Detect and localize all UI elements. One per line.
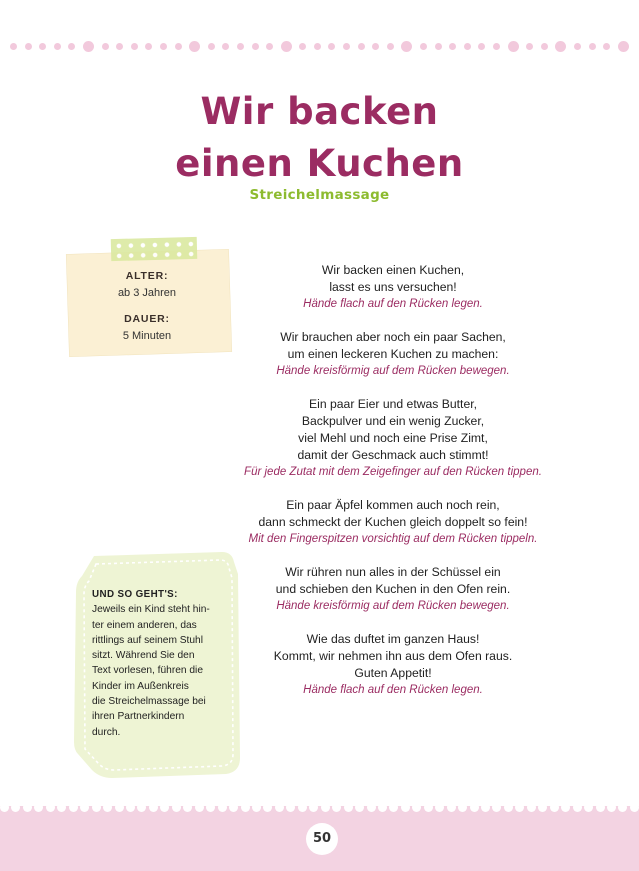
decorative-scallop: [367, 803, 376, 812]
decorative-scallop: [607, 803, 616, 812]
decorative-scallop: [172, 803, 181, 812]
decorative-scallop: [378, 803, 387, 812]
decorative-dot: [358, 43, 365, 50]
decorative-dot: [343, 43, 350, 50]
decorative-dot: [401, 41, 412, 52]
how-to-line: Kinder im Außenkreis: [92, 680, 189, 692]
decorative-scallop: [46, 803, 55, 812]
decorative-dot: [435, 43, 442, 50]
decorative-scallop: [183, 803, 192, 812]
decorative-scallop: [435, 803, 444, 812]
decorative-scallop: [447, 803, 456, 812]
decorative-scallop: [401, 803, 410, 812]
decorative-scallop: [355, 803, 364, 812]
decorative-scallop: [275, 803, 284, 812]
how-to-line: Jeweils ein Kind steht hin-: [92, 604, 210, 616]
decorative-dot: [116, 43, 123, 50]
decorative-scallop: [69, 803, 78, 812]
decorative-scallop: [412, 803, 421, 812]
how-to-line: die Streichelmassage bei: [92, 696, 206, 708]
how-to-line: rittlings auf seinem Stuhl: [92, 634, 203, 646]
massage-instruction: Hände flach auf den Rücken legen.: [303, 684, 483, 696]
poem-line: Wie das duftet im ganzen Haus!: [306, 632, 480, 646]
decorative-dot: [526, 43, 533, 50]
decorative-scallop: [137, 803, 146, 812]
how-to-line: ihren Partnerkindern: [92, 711, 185, 723]
decorative-dot: [131, 43, 138, 50]
decorative-dot: [10, 43, 17, 50]
decorative-dot: [266, 43, 273, 50]
decorative-scallop: [252, 803, 261, 812]
poem-stanza: [228, 564, 558, 615]
decorative-dot: [618, 41, 629, 52]
poem-line: Backpulver und ein wenig Zucker,: [301, 414, 485, 428]
how-to-line: sitzt. Während Sie den: [92, 650, 195, 662]
decorative-scallop: [263, 803, 272, 812]
decorative-dot: [478, 43, 485, 50]
decorative-scallop: [470, 803, 479, 812]
decorative-dot: [574, 43, 581, 50]
poem-line: Ein paar Äpfel kommen auch noch rein,: [286, 498, 500, 512]
decorative-dot: [420, 43, 427, 50]
duration-value: 5 Minuten: [122, 330, 172, 342]
poem-line: dann schmeckt der Kuchen gleich doppelt so fein!: [258, 515, 528, 529]
decorative-scallop: [309, 803, 318, 812]
decorative-scallop: [584, 803, 593, 812]
poem-line: Wir brauchen aber noch ein paar Sachen,: [280, 330, 506, 344]
poem-line: Guten Appetit!: [354, 666, 432, 680]
decorative-scallop: [321, 803, 330, 812]
washi-tape: [111, 237, 198, 261]
decorative-scallop: [126, 803, 135, 812]
decorative-dot: [603, 43, 610, 50]
decorative-dot: [299, 43, 306, 50]
decorative-scallop: [92, 803, 101, 812]
decorative-dot: [222, 43, 229, 50]
decorative-scallop: [527, 803, 536, 812]
decorative-dot: [189, 41, 200, 52]
decorative-scallop: [630, 803, 639, 812]
decorative-scallop: [57, 803, 66, 812]
decorative-dot: [160, 43, 167, 50]
decorative-scallop: [332, 803, 341, 812]
decorative-scallop: [389, 803, 398, 812]
title-line-2: einen Kuchen: [175, 142, 464, 185]
how-to-line: durch.: [92, 726, 121, 738]
decorative-dot: [387, 43, 394, 50]
poem-stanza: [228, 396, 558, 481]
decorative-scallop: [596, 803, 605, 812]
decorative-dot: [449, 43, 456, 50]
poem-line: Wir backen einen Kuchen,: [321, 263, 465, 277]
poem-line: und schieben den Kuchen in den Ofen rein.: [275, 582, 511, 596]
decorative-scallop: [241, 803, 250, 812]
decorative-scallop: [206, 803, 215, 812]
decorative-scallop: [80, 803, 89, 812]
page-number: 50: [306, 823, 338, 855]
decorative-scallop: [23, 803, 32, 812]
duration-info: [68, 313, 226, 342]
decorative-scallop: [492, 803, 501, 812]
decorative-scallop: [550, 803, 559, 812]
page-subtitle: Streichelmassage: [249, 187, 390, 203]
decorative-dot: [508, 41, 519, 52]
decorative-scallop: [424, 803, 433, 812]
decorative-dot: [208, 43, 215, 50]
decorative-dot: [541, 43, 548, 50]
decorative-scallop: [34, 803, 43, 812]
decorative-scallop: [229, 803, 238, 812]
decorative-scallop: [195, 803, 204, 812]
how-to-line: ter einem anderen, das: [92, 619, 197, 631]
decorative-scallop: [298, 803, 307, 812]
age-value: ab 3 Jahren: [117, 287, 177, 299]
decorative-scallop: [0, 803, 9, 812]
poem: [228, 262, 558, 715]
title-line-1: Wir backen: [200, 90, 439, 133]
decorative-dot: [102, 43, 109, 50]
decorative-scallop: [11, 803, 20, 812]
decorative-dot: [555, 41, 566, 52]
decorative-dot: [328, 43, 335, 50]
poem-stanza: [228, 497, 558, 548]
decorative-dot: [68, 43, 75, 50]
decorative-scallop: [218, 803, 227, 812]
decorative-dot-border: [10, 40, 629, 52]
poem-stanza: [228, 329, 558, 380]
decorative-dot: [83, 41, 94, 52]
decorative-scallop: [458, 803, 467, 812]
decorative-dot: [464, 43, 471, 50]
poem-stanza: [228, 262, 558, 313]
decorative-scallop: [618, 803, 627, 812]
decorative-dot: [252, 43, 259, 50]
massage-instruction: Für jede Zutat mit dem Zeigefinger auf den Rücken tippen.: [244, 466, 542, 478]
decorative-dot: [39, 43, 46, 50]
decorative-dot: [281, 41, 292, 52]
poem-line: damit der Geschmack auch stimmt!: [297, 448, 489, 462]
decorative-scallop: [149, 803, 158, 812]
decorative-scallop: [481, 803, 490, 812]
decorative-scallop: [103, 803, 112, 812]
decorative-dot: [175, 43, 182, 50]
poem-stanza: [228, 631, 558, 699]
decorative-dot: [589, 43, 596, 50]
decorative-scallop: [538, 803, 547, 812]
decorative-scallop: [515, 803, 524, 812]
decorative-dot: [372, 43, 379, 50]
footer-scalloped-edge: [0, 800, 639, 812]
decorative-dot: [145, 43, 152, 50]
how-to-heading: UND SO GEHT'S:: [92, 589, 178, 600]
decorative-scallop: [573, 803, 582, 812]
poem-line: Wir rühren nun alles in der Schüssel ein: [285, 565, 501, 579]
poem-line: viel Mehl und noch eine Prise Zimt,: [298, 431, 488, 445]
decorative-dot: [237, 43, 244, 50]
how-to-body: [92, 602, 232, 740]
massage-instruction: Hände flach auf den Rücken legen.: [303, 298, 483, 310]
age-label: ALTER:: [125, 270, 169, 282]
poem-line: Kommt, wir nehmen ihn aus dem Ofen raus.: [273, 649, 513, 663]
decorative-scallop: [561, 803, 570, 812]
massage-instruction: Mit den Fingerspitzen vorsichtig auf dem Rücken tippeln.: [248, 533, 538, 545]
massage-instruction: Hände kreisförmig auf dem Rücken bewegen.: [276, 365, 510, 377]
decorative-scallop: [160, 803, 169, 812]
decorative-scallop: [504, 803, 513, 812]
decorative-scallop: [286, 803, 295, 812]
duration-label: DAUER:: [124, 313, 170, 325]
decorative-dot: [493, 43, 500, 50]
poem-line: lasst es uns versuchen!: [329, 280, 457, 294]
page-title: [0, 86, 639, 190]
how-to-text: [92, 587, 232, 740]
decorative-scallop: [344, 803, 353, 812]
poem-line: Ein paar Eier und etwas Butter,: [308, 397, 477, 411]
decorative-dot: [54, 43, 61, 50]
decorative-dot: [25, 43, 32, 50]
decorative-scallop: [115, 803, 124, 812]
massage-instruction: Hände kreisförmig auf dem Rücken bewegen.: [276, 600, 510, 612]
age-info: [68, 270, 226, 299]
decorative-dot: [314, 43, 321, 50]
how-to-line: Text vorlesen, führen die: [92, 665, 203, 677]
poem-line: um einen leckeren Kuchen zu machen:: [287, 347, 499, 361]
